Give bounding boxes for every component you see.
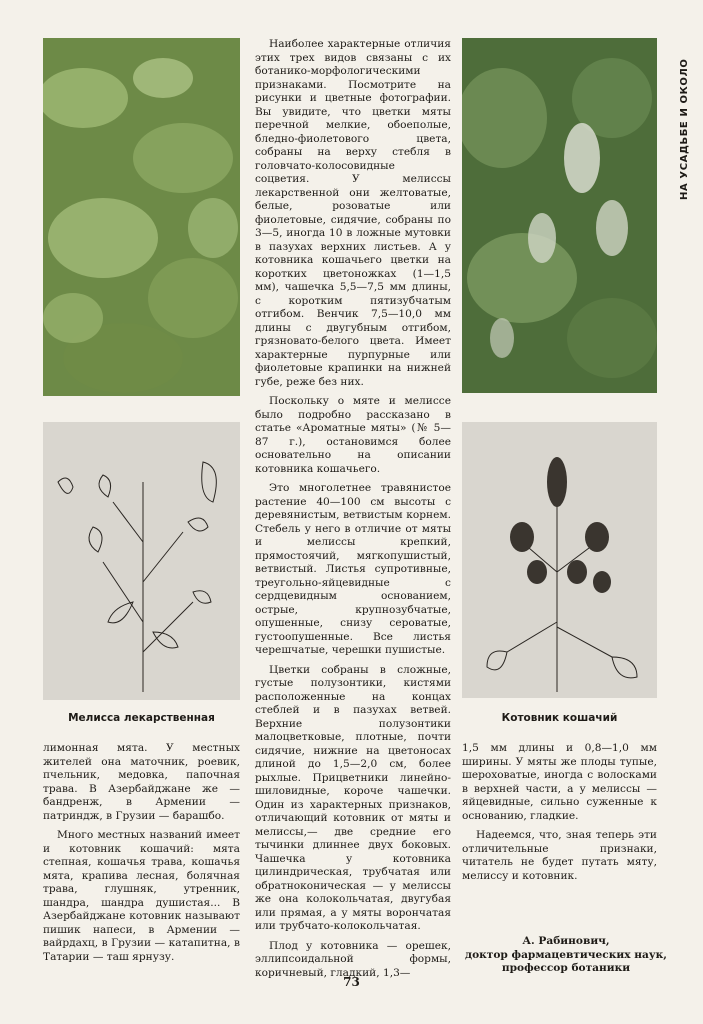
author-title: доктор фармацевтических наук, профессор ботаники <box>465 948 667 974</box>
right-paragraph: Надеемся, что, зная теперь эти отличительные признаки, читатель не будет путать мяту, мелиссу и котовник. <box>462 829 657 882</box>
center-paragraph: Плод у котовника — орешек, эллипсоидальной формы, коричневый, гладкий, 1,3— <box>255 939 451 979</box>
left-paragraph: лимонная мята. У местных жителей она маточник, роевик, пчельник, медовка, папочная трава. В Азербайджане же — бандренж, в Армении — патриндж, в Грузии — барашбо. <box>43 742 240 822</box>
center-paragraph: Поскольку о мяте и мелиссе было подробно рассказано в статье «Ароматные мяты» (№ 5—87 г.), остановимся более основательно на описании котовника кошачьего. <box>255 395 451 475</box>
left-column <box>43 742 240 970</box>
kotovnik-caption: Котовник кошачий <box>501 712 618 724</box>
melissa-photo <box>43 38 240 396</box>
author-name: А. Рабинович, <box>522 935 610 947</box>
melissa-caption: Мелисса лекарственная <box>68 712 215 724</box>
right-column <box>462 742 657 889</box>
center-paragraph: Цветки собраны в сложные, густые полузонтики, кистями расположенные на концах стеблей и в пазухах ветвей. Верхние полузонтики малоцветковые, плотные, почти сидячие, нижние на цветоносах длиной до 1,5—2,0 см, более рыхлые. Прицветники линейно-шиловидные, короче чашечки. Один из характерных признаков, отличающий котовник от мяты и мелиссы,— две средние его тычинки длиннее двух боковых. Чашечка у котовника цилиндрическая, трубчатая или обратноконическая — у мелиссы же она колокольчатая, двугубая или прямая, а у мяты ворончатая или трубчато-колокольчатая. <box>255 663 451 932</box>
page-number: 73 <box>343 975 360 989</box>
kotovnik-photo <box>462 38 657 393</box>
left-paragraph: Много местных названий имеет и котовник кошачий: мята степная, кошачья трава, кошачья мята, крапива лесная, болячная трава, глушняк, утренник, шандра, шандра душистая... В Азербайджане котовник называют пишик напеси, в Армении — вайрдахц, в Грузии — катапитна, в Татарии — таш ярнузу. <box>43 829 240 963</box>
kotovnik-illustration <box>462 422 657 698</box>
author-signature <box>462 935 670 976</box>
right-paragraph: 1,5 мм длины и 0,8—1,0 мм ширины. У мяты же плоды тупые, шероховатые, иногда с волосками в верхней части, а у мелиссы — яйцевидные, сильно суженные к основанию, гладкие. <box>462 742 657 822</box>
melissa-illustration <box>43 422 240 700</box>
center-paragraph: Наиболее характерные отличия этих трех видов связаны с их ботанико-морфологическими признаками. Посмотрите на рисунки и цветные фотографии. Вы увидите, что цветки мяты перечной мелкие, обоеполые, бледно-фиолетового цвета, собраны на верху стебля в головчато-колосовидные соцветия. У мелиссы лекарственной они желтоватые, белые, розоватые или фиолетовые, сидячие, собраны по 3—5, иногда 10 в ложные мутовки в пазухах верхних листьев. А у котовника кошачьего цветки на коротких цветоножках (1—1,5 мм), чашечка 5,5—7,5 мм длины, с коротким пятизубчатым отгибом. Венчик 7,5—10,0 мм длины с двугубным отгибом, грязновато-белого цвета. Имеет характерные пурпурные или фиолетовые крапинки на нижней губе, реже без них. <box>255 38 451 388</box>
center-paragraph: Это многолетнее травянистое растение 40—100 см высоты с деревянистым, ветвистым корнем. Стебель у него в отличие от мяты и мелиссы крепкий, прямостоячий, мягкопушистый, ветвистый. Листья супротивные, треугольно-яйцевидные с сердцевидным основанием, острые, крупнозубчатые, опушенные, снизу сероватые, густоопушенные. Все листья черешчатые, черешки пушистые. <box>255 482 451 656</box>
section-label: НА УСАДЬБЕ И ОКОЛО <box>679 58 690 200</box>
center-column <box>255 38 451 986</box>
